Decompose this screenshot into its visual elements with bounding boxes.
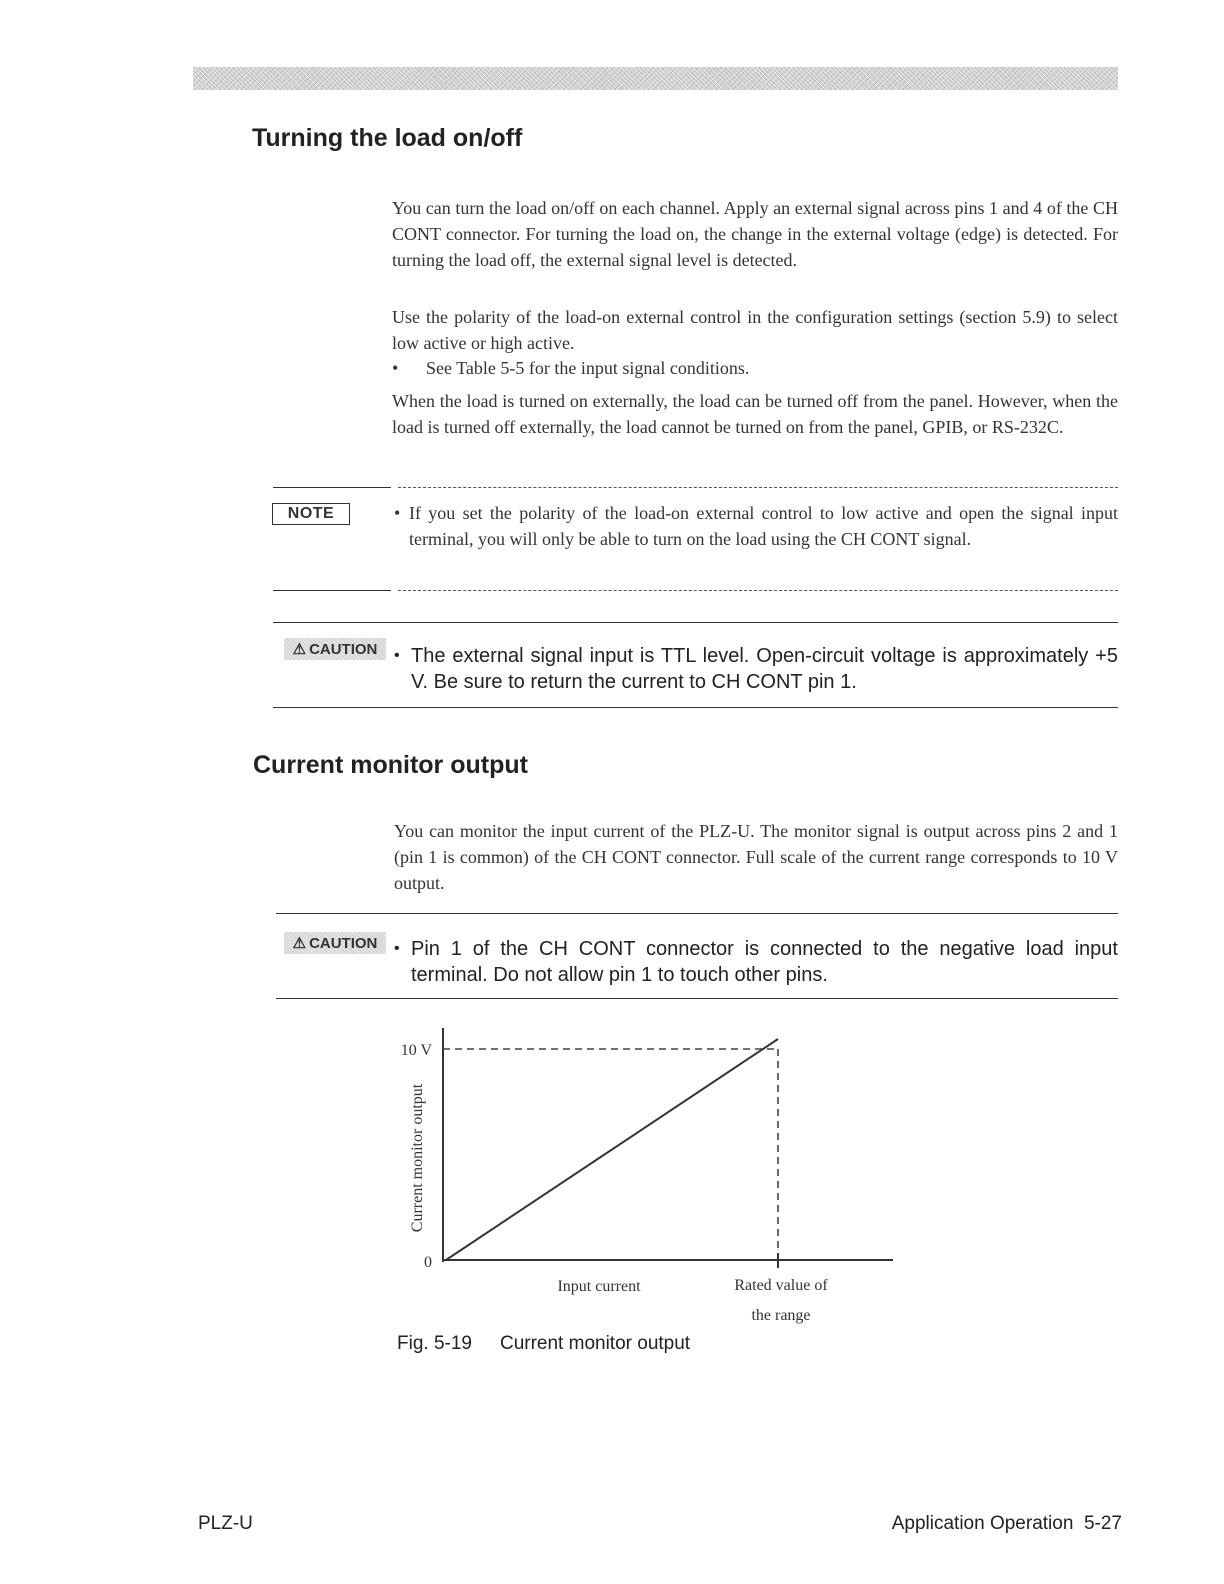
series-line: [446, 1039, 778, 1260]
figure-caption: [397, 1333, 718, 1355]
footer-product: PLZ-U: [198, 1513, 253, 1534]
figure-title: Current monitor output: [499, 1333, 691, 1354]
note-rule-top-left: [273, 487, 391, 488]
paragraph: When the load is turned on externally, the load can be turned off from the panel. However, when the load is turned off externally, the load cannot be turned on from the panel, GPIB, or RS-232C.: [392, 391, 1118, 437]
note-text: [396, 500, 1118, 552]
figure-number: Fig. 5-19: [397, 1333, 472, 1354]
paragraph: Use the polarity of the load-on external control in the configuration settings (section 5.9) to select low active or high active.: [392, 307, 1118, 353]
caution-text: [396, 936, 1118, 988]
caution-body: Pin 1 of the CH CONT connector is connected to the negative load input terminal. Do not allow pin 1 to touch other pins.: [411, 938, 1118, 986]
section-title-current-monitor: Current monitor output: [253, 751, 528, 779]
note-rule-top: [398, 487, 1118, 488]
caution-badge: [284, 638, 386, 660]
section-title-load-onoff: Turning the load on/off: [252, 124, 523, 152]
caution-body: The external signal input is TTL level. Open-circuit voltage is approximately +5 V. Be sure to return the current to CH CONT pin 1.: [411, 645, 1118, 693]
note-rule-bottom-left: [273, 590, 391, 591]
note-body: If you set the polarity of the load-on external control to low active and open the signal input terminal, you will only be able to turn on the load using the CH CONT signal.: [409, 503, 1118, 549]
bullet-text: See Table 5-5 for the input signal conditions.: [426, 358, 750, 378]
x-annotation-line1: Rated value of: [734, 1277, 828, 1294]
header-bar: [193, 67, 1118, 90]
note-rule-bottom: [398, 590, 1118, 591]
caution-bullet: •: [394, 940, 400, 957]
caution-label: CAUTION: [309, 640, 378, 658]
warning-triangle-icon: ⚠: [292, 641, 307, 658]
paragraph: You can turn the load on/off on each channel. Apply an external signal across pins 1 and 4 of the CH CONT connector. For turning the load on, the change in the external voltage (edge) is detected. For turning the load off, the external signal level is detected.: [392, 198, 1118, 270]
y-tick-label-10v: 10 V: [400, 1042, 432, 1059]
paragraph: You can monitor the input current of the PLZ-U. The monitor signal is output across pins 2 and 1 (pin 1 is common) of the CH CONT connector. Full scale of the current range corresponds to 10 V output.: [394, 821, 1118, 893]
caution-rule-bottom: [276, 998, 1118, 999]
bullet-item: [392, 355, 749, 381]
x-annotation-line2: the range: [751, 1307, 811, 1324]
y-tick-label-0: 0: [424, 1254, 432, 1271]
caution-rule-top: [273, 622, 1118, 623]
note-label: NOTE: [272, 503, 350, 525]
caution-label: CAUTION: [309, 934, 378, 952]
bullet-dot: •: [392, 358, 399, 378]
x-axis-label: Input current: [557, 1278, 641, 1295]
caution-rule-top: [276, 913, 1118, 914]
caution-rule-bottom: [273, 707, 1118, 708]
note-bullet: •: [394, 503, 401, 523]
y-axis-label: Current monitor output: [409, 1083, 426, 1233]
caution-badge: [284, 932, 386, 954]
caution-text: [396, 643, 1118, 695]
footer-page: Application Operation 5-27: [891, 1513, 1122, 1534]
caution-bullet: •: [394, 647, 400, 664]
warning-triangle-icon: ⚠: [292, 935, 307, 952]
